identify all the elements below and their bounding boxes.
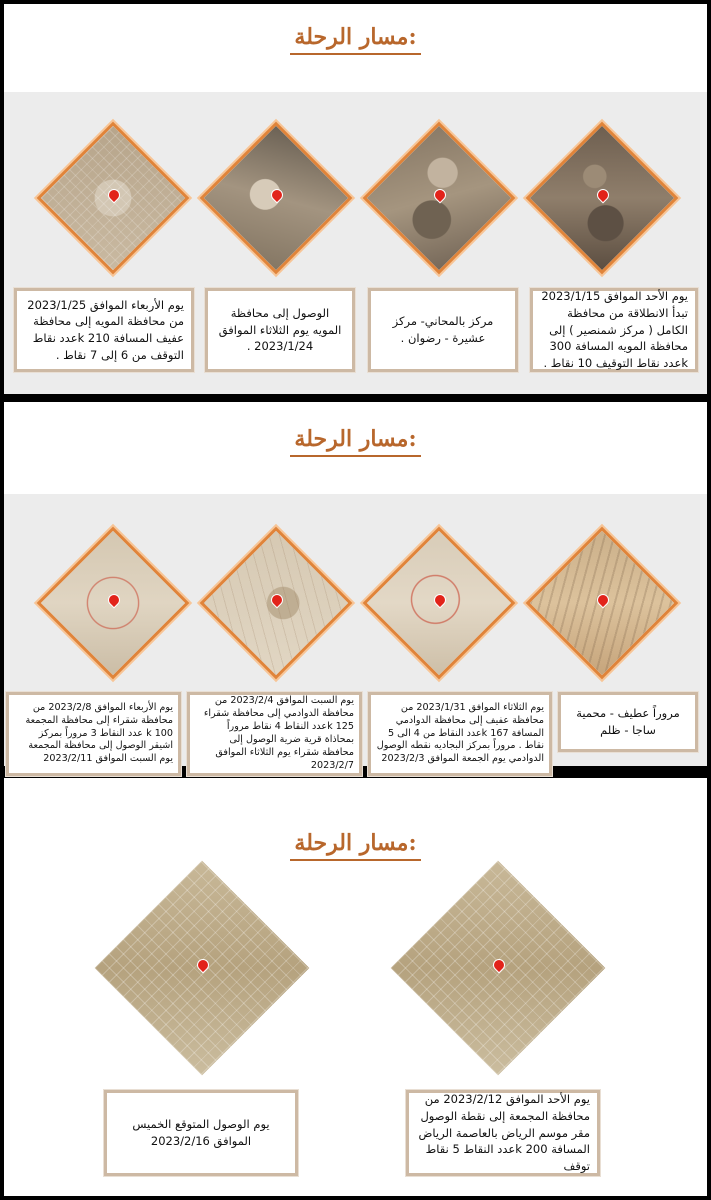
slide-1: [4, 4, 707, 394]
stop-text: يوم الأحد الموافق 2023/2/12 من محافظة المجمعة إلى نقطة الوصول مقر موسم الرياض بالعاصمة الرياض المسافة 200 kعدد النقاط 5 نقاط توقف: [418, 1092, 590, 1174]
stop-card-1: [558, 692, 698, 752]
slide-title: [4, 426, 707, 457]
slide-3: [4, 778, 707, 1196]
stop-card-4: [14, 288, 194, 372]
stop-text: الوصول إلى محافظة المويه يوم الثلاثاء الموافق 2023/1/24 .: [218, 305, 342, 354]
stop-text: يوم السبت الموافق 2023/2/4 من محافظة الدوادمي إلى محافظة شقراء 125 kعدد النقاط 4 نقاط مروراً بمحاذاة قرية ضرية الوصول إلى محافظة شقراء يوم الثلاثاء الموافق 2023/2/7: [203, 695, 354, 771]
location-pin-icon: [270, 597, 282, 609]
stop-card-2: [104, 1090, 298, 1176]
stop-card-2: [368, 288, 518, 372]
stop-text: يوم الأحد الموافق 2023/1/15 تبدأ الانطلاقة من محافظة الكامل ( مركز شمنصير ) إلى محافظة المويه المسافة 300 kعدد نقاط التوقيف 10 نقاط .: [541, 289, 688, 371]
location-pin-icon: [596, 597, 608, 609]
location-pin-icon: [433, 192, 445, 204]
map-diamond-2: [95, 861, 310, 1076]
slide-title-text: مسار الرحلة:: [290, 426, 420, 457]
stop-card-3: [205, 288, 355, 372]
stop-card-3: [187, 692, 362, 776]
slide-title-text: مسار الرحلة:: [290, 24, 420, 55]
stop-text: مركز بالمحاني- مركز عشيرة - رضوان .: [392, 314, 494, 345]
location-pin-icon: [270, 192, 282, 204]
location-pin-icon: [492, 962, 504, 974]
stop-card-4: [6, 692, 181, 776]
location-pin-icon: [107, 192, 119, 204]
location-pin-icon: [596, 192, 608, 204]
stop-card-1: [406, 1090, 600, 1176]
slide-2: [4, 402, 707, 771]
slide-title: [4, 830, 707, 861]
stop-text: مروراً عطيف - محمية ساجا - ظلم: [576, 706, 680, 737]
stop-text: يوم الأربعاء الموافق 2023/2/8 من محافظة شقراء إلى محافظة المجمعة 100 k عدد النقاط 3 مروراً بمركز اشيقر الوصول إلى محافظة المجمعة يوم السبت الموافق 2023/2/11: [25, 701, 173, 765]
location-pin-icon: [196, 962, 208, 974]
location-pin-icon: [433, 597, 445, 609]
stop-text: يوم الوصول المتوقع الخميس الموافق 2023/2/16: [132, 1117, 270, 1148]
slide-title-text: مسار الرحلة:: [290, 830, 420, 861]
stop-text: يوم الأربعاء الموافق 2023/1/25 من محافظة المويه إلى محافظة عفيف المسافة 210 kعدد نقاط التوقف من 6 إلى 7 نقاط .: [27, 297, 184, 362]
map-diamond-1: [391, 861, 606, 1076]
stop-text: يوم الثلاثاء الموافق 2023/1/31 من محافظة عفيف إلى محافظة الدوادمي المسافة 167 kعدد النقاط من 4 الى 5 نقاط . مروراً بمركز البجاديه نقطه الوصول الدوادمي يوم الجمعة الموافق 2023/2/3: [376, 701, 544, 765]
stop-card-2: [368, 692, 552, 776]
location-pin-icon: [107, 597, 119, 609]
stop-card-1: [530, 288, 698, 372]
slide-title: [4, 24, 707, 55]
